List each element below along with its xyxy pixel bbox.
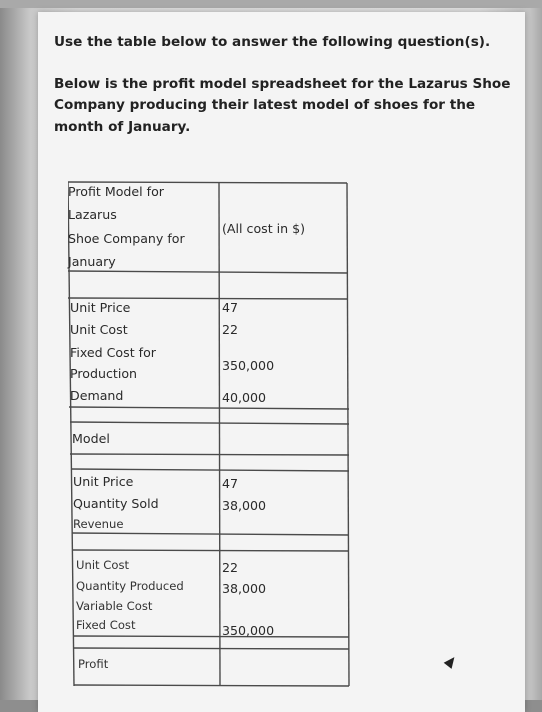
cost-unit-cost-value: 22 <box>222 560 239 575</box>
input-unit-cost-value: 22 <box>222 322 239 337</box>
input-demand-label: Demand <box>70 388 124 403</box>
input-fixed-cost-label-line-1: Fixed Cost for <box>70 345 156 360</box>
header-title-line-4: January <box>68 254 116 269</box>
header-title-line-2: Lazarus <box>68 207 117 222</box>
revenue-unit-price-value: 47 <box>222 476 239 491</box>
header-title-line-3: Shoe Company for <box>68 231 185 246</box>
cost-unit-cost-label: Unit Cost <box>76 558 130 572</box>
top-page-strip <box>0 0 542 8</box>
input-fixed-cost-value: 350,000 <box>222 358 275 373</box>
fixed-cost-label: Fixed Cost <box>76 618 136 632</box>
profit-model-table <box>68 181 348 711</box>
profit-label: Profit <box>78 657 109 671</box>
model-label: Model <box>72 431 110 446</box>
header-cost-note: (All cost in $) <box>222 221 306 236</box>
quantity-produced-label: Quantity Produced <box>76 579 184 593</box>
revenue-unit-price-label: Unit Price <box>73 474 134 489</box>
revenue-label: Revenue <box>73 517 124 531</box>
input-unit-price-value: 47 <box>222 300 239 315</box>
input-fixed-cost-label-line-2: Production <box>70 366 138 381</box>
quantity-sold-label: Quantity Sold <box>73 496 159 511</box>
quantity-sold-value: 38,000 <box>222 498 267 513</box>
question-text <box>54 32 514 138</box>
variable-cost-label: Variable Cost <box>76 599 153 613</box>
fixed-cost-value: 350,000 <box>222 623 275 638</box>
input-unit-price-label: Unit Price <box>70 300 131 315</box>
quantity-produced-value: 38,000 <box>222 581 267 596</box>
problem-description: Below is the profit model spreadsheet for the Lazarus Shoe Company producing their latest model of shoes for the month of January. <box>54 75 511 135</box>
instructions-text: Use the table below to answer the following question(s). <box>54 34 491 50</box>
input-unit-cost-label: Unit Cost <box>70 322 128 337</box>
input-demand-value: 40,000 <box>222 390 267 405</box>
header-title-line-1: Profit Model for <box>68 184 164 199</box>
